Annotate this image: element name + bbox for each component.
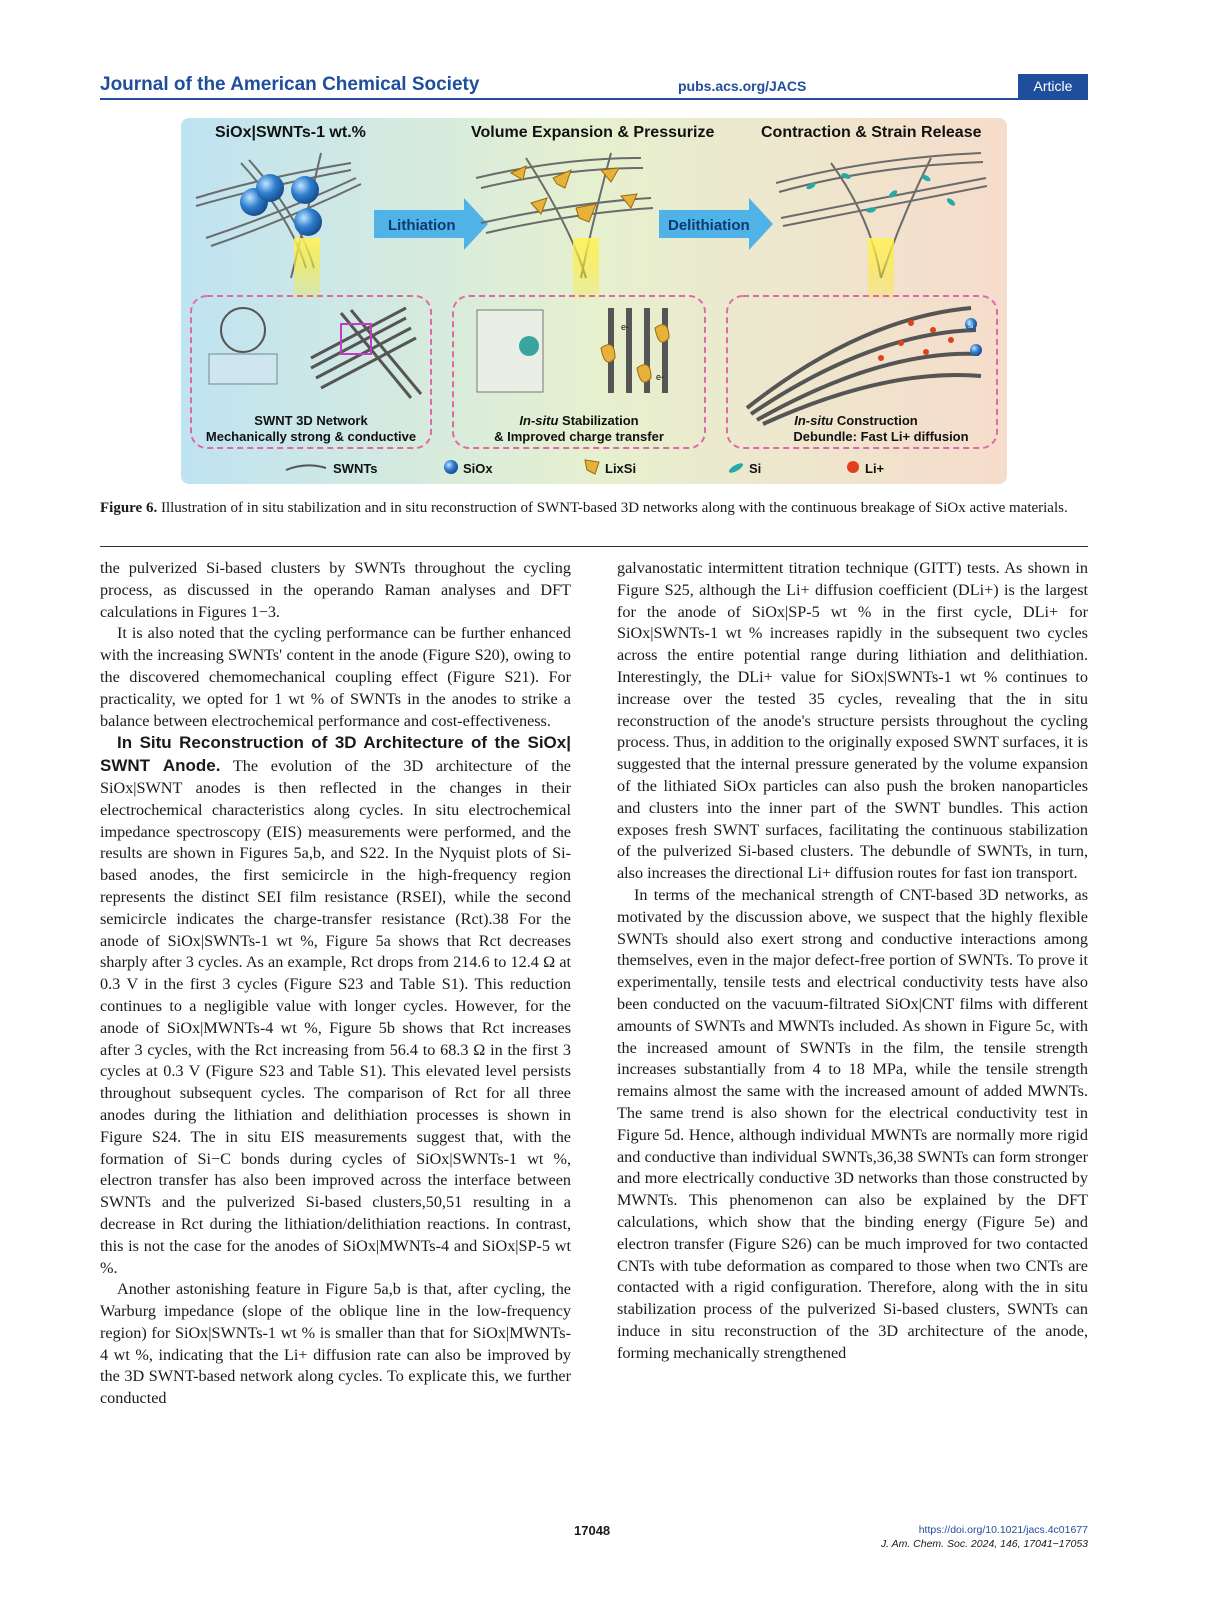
caption-label: Figure 6. [100, 500, 158, 516]
si-label: Si [968, 324, 974, 330]
panel-title-2: Volume Expansion & Pressurize [471, 124, 715, 141]
siox-sphere [294, 208, 322, 236]
left-paragraph-3-body: The evolution of the 3D architecture of the SiOx|SWNT anodes is then reflected in the changes in their electrochemical characteristics along cycles. In situ electrochemical impedance spectroscopy (EIS) measurements were performed, and the results are shown in Figures 5a,b, and S22. In the Nyquist plots of Si-based anodes, the first semicircle in the high-frequency region represents the distinct SEI film resistance (RSEI), while the second semicircle indicates the charge-transfer resistance (Rct).38 For the anode of SiOx|SWNTs-1 wt %, Figure 5a shows that Rct decreases sharply after 3 cycles. As an example, Rct drops from 214.6 to 12.4 Ω at 0.3 V in the first 3 cycles (Figure S23 and Table S1). This reduction continues to a negligible value with longer cycles. However, for the anode of SiOx|MWNTs-4 wt %, Figure 5b shows that Rct increases after 3 cycles, with the Rct increasing from 56.4 to 68.3 Ω in the first 3 cycles at 0.3 V (Figure S23 and Table S1). This elevated level persists throughout subsequent cycles. The comparison of Rct for all three anodes during the lithiation and delithiation processes is shown in Figure S24. The in situ EIS measurements suggest that, with the formation of Si−C bonds during cycles of SiOx|SWNTs-1 wt %, electron transfer has also been improved across the interface between SWNTs and the pulverized Si-based clusters,50,51 resulting in a decrease in Rct during the lithiation/delithiation reactions. In contrast, this is not the case for the anodes of SiOx|MWNTs-4 and SiOx|SP-5 wt %. [100, 757, 571, 1277]
figure-caption [100, 498, 1088, 519]
doi-link[interactable]: https://doi.org/10.1021/jacs.4c01677 [918, 1524, 1088, 1536]
caption-text: Illustration of in situ stabilization and in situ reconstruction of SWNT-based 3D networks along with the continuous breakage of SiOx active materials. [160, 500, 1068, 516]
focus-beam-2 [573, 238, 599, 298]
box-2-subtitle: & Improved charge transfer [494, 429, 664, 444]
left-paragraph-2: It is also noted that the cycling performance can be further enhanced with the increasing SWNTs' content in the anode (Figure S20), owing to the discovered chemomechanical coupling effect (Figure S21). For practicality, we opted for 1 wt % of SWNTs in the anodes to strike a balance between electrochemical performance and cost-effectiveness. [100, 624, 571, 730]
li-legend-icon [847, 461, 859, 473]
legend-si: Si [749, 461, 762, 476]
delithiation-label: Delithiation [668, 217, 750, 234]
box-3-title-italic: In-situ [794, 413, 834, 428]
electron-label: e- [621, 322, 630, 332]
page-number: 17048 [574, 1523, 611, 1538]
journal-title[interactable]: Journal of the American Chemical Society [100, 74, 480, 95]
focus-beam-3 [868, 238, 894, 298]
right-paragraph-2: In terms of the mechanical strength of CNT-based 3D networks, as motivated by the discussion above, we suspect that the highly flexible SWNTs should also exert strong and conductive interactions among themselves, even in the major defect-free portion of SWNTs. To prove it experimentally, tensile tests and electrical conductivity tests have also been conducted on the vacuum-filtrated SiOx|CNT films with different amounts of SWNTs and MWNTs included. As shown in Figure 5c, with the increased amount of SWNTs in the film, the tensile strength increases substantially from 4 to 18 MPa, while the tensile strength remains almost the same with the increased amount of added MWNTs. The same trend is also shown for the electrical conductivity test in Figure 5d. Hence, although individual MWNTs are normally more rigid and conductive than individual SWNTs,36,38 SWNTs can form stronger and more electrically conductive 3D networks than those constructed by MWNTs. This phenomenon can also be explained by the DFT calculations, which show that the binding energy (Figure 5e) and electron transfer (Figure S26) can be much improved for two contacted CNTs with tube deformation as compared to those when two CNTs are contacted with a rigid configuration. Therefore, along with the in situ stabilization process of the pulverized Si-based clusters, SWNTs can induce in situ reconstruction of the 3D architecture of the anode, forming mechanically strengthened [617, 885, 1088, 1362]
siox-sphere [291, 176, 319, 204]
header-rule [100, 98, 1088, 100]
left-paragraph-3 [100, 732, 571, 1279]
legend-li: Li+ [865, 461, 885, 476]
legend-siox: SiOx [463, 461, 493, 476]
left-paragraph-1: the pulverized Si-based clusters by SWNTs throughout the cycling process, as discussed in the operando Raman analyses and DFT calculations in Figures 1−3. [100, 559, 571, 621]
lithiation-label: Lithiation [388, 217, 456, 234]
siox-sphere [256, 174, 284, 202]
left-column [100, 558, 571, 1410]
legend-lixsi: LixSi [605, 461, 637, 476]
panel-title-1: SiOx|SWNTs-1 wt.% [215, 124, 366, 141]
box-2-title-rest: Stabilization [558, 413, 639, 428]
article-type-badge: Article [1018, 74, 1088, 98]
box-2-title [519, 413, 638, 428]
page-header [100, 74, 1088, 100]
figure-6-illustration [181, 118, 1007, 484]
legend-swnts: SWNTs [333, 461, 378, 476]
siox-legend-icon [444, 460, 458, 474]
box-1-subtitle: Mechanically strong & conductive [205, 429, 417, 444]
box-3-subtitle: Debundle: Fast Li+ diffusion [793, 429, 969, 444]
caption-rule [100, 546, 1088, 547]
section-heading: In Situ Reconstruction of 3D Architecture of the SiOx| SWNT Anode. [100, 733, 571, 776]
box-3-title-rest: Construction [833, 413, 918, 428]
electron-label: e- [656, 372, 665, 382]
focus-beam-1 [294, 238, 320, 298]
box-3-title [794, 413, 918, 428]
left-paragraph-4: Another astonishing feature in Figure 5a,b is that, after cycling, the Warburg impedance (slope of the oblique line in the low-frequency region) for SiOx|SWNTs-1 wt % is smaller than that for SiOx|MWNTs-4 wt %, indicating that the Li+ diffusion rate can also be improved by the 3D SWNT-based network along cycles. To explicate this, we further conducted [100, 1280, 571, 1408]
panel-title-3: Contraction & Strain Release [761, 124, 982, 141]
citation: J. Am. Chem. Soc. 2024, 146, 17041−17053 [880, 1538, 1088, 1550]
right-paragraph-1: galvanostatic intermittent titration technique (GITT) tests. As shown in Figure S25, although the Li+ diffusion coefficient (DLi+) is the largest for the anode of SiOx|SP-5 wt % in the first cycle, DLi+ for SiOx|SWNTs-1 wt % increases rapidly in the subsequent two cycles across the entire potential range during lithiation and delithiation. Interestingly, the DLi+ value for SiOx|SWNTs-1 wt % continues to increase over the tested 35 cycles, revealing that the in situ reconstruction of the anode's structure persists throughout the cycling process. Thus, in addition to the originally exposed SWNT surfaces, it is suggested that the internal pressure generated by the volume expansion of the lithiated SiOx particles can also push the broken nanoparticles and clusters into the inner part of the SWNT bundles. This action exposes fresh SWNT surfaces, facilitating the continuous stabilization of the pulverized Si-based clusters. The debundle of SWNTs, in turn, also increases the directional Li+ diffusion routes for fast ion transport. [617, 559, 1088, 883]
journal-url-link[interactable]: pubs.acs.org/JACS [678, 78, 807, 94]
box-2-title-italic: In-situ [519, 413, 559, 428]
box-1-title: SWNT 3D Network [254, 413, 368, 428]
right-column [617, 558, 1088, 1364]
